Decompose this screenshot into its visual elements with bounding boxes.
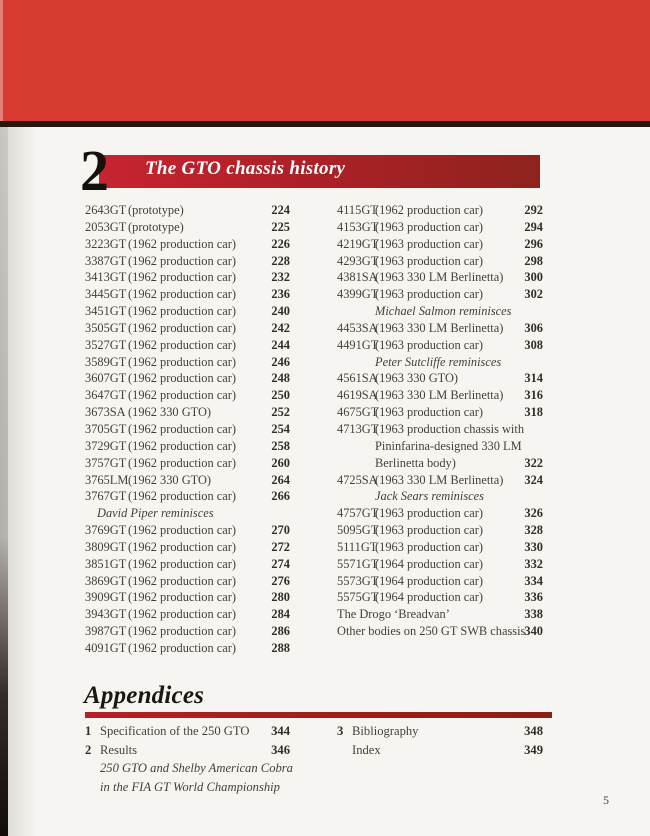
toc-entry bbox=[85, 387, 290, 404]
entry-page-number: 336 bbox=[524, 590, 543, 605]
entry-page-number: 250 bbox=[271, 388, 290, 403]
chassis-number: 3527GT bbox=[85, 337, 127, 352]
entry-description: (1962 production car) bbox=[128, 455, 237, 470]
entry-description: (prototype) bbox=[128, 203, 184, 217]
appendix-subnote: 250 GTO and Shelby American Cobra bbox=[100, 761, 293, 776]
toc-right-column bbox=[337, 202, 543, 640]
entry-page-number: 288 bbox=[271, 640, 290, 655]
appendices-heading: Appendices bbox=[84, 682, 205, 709]
chassis-number: 4675GT bbox=[337, 405, 379, 420]
entry-page-number: 228 bbox=[271, 253, 290, 268]
toc-entry bbox=[337, 286, 543, 303]
entry-page-number: 274 bbox=[271, 556, 290, 571]
entry-description: (1962 production car) bbox=[375, 203, 484, 217]
chassis-number: 4115GT bbox=[337, 203, 378, 217]
toc-entry bbox=[85, 606, 290, 623]
entry-page-number: 226 bbox=[271, 236, 290, 251]
entry-description: (1962 production car) bbox=[128, 573, 237, 588]
chassis-number: 4757GT bbox=[337, 506, 379, 521]
entry-page-number: 314 bbox=[524, 371, 543, 386]
chassis-number: 3909GT bbox=[85, 590, 127, 605]
toc-entry bbox=[85, 556, 290, 573]
entry-description: (1963 production car) bbox=[375, 539, 484, 554]
entry-description: Berlinetta body) bbox=[375, 455, 456, 470]
chassis-number: 3705GT bbox=[85, 421, 127, 436]
toc-entry bbox=[337, 387, 543, 404]
toc-entry-continuation bbox=[337, 455, 543, 472]
band-divider-rule bbox=[0, 121, 650, 127]
page-number: 5 bbox=[603, 793, 609, 807]
entry-description: (1962 330 GTO) bbox=[128, 405, 212, 420]
entry-description: (1962 production car) bbox=[128, 270, 237, 285]
entry-description: (1964 production car) bbox=[375, 556, 484, 571]
chassis-number: 3769GT bbox=[85, 523, 127, 538]
entry-page-number: 330 bbox=[524, 539, 543, 554]
entry-description: (1963 production car) bbox=[375, 405, 484, 420]
entry-title: The Drogo ‘Breadvan’ bbox=[337, 607, 450, 622]
entry-description: (1964 production car) bbox=[375, 573, 484, 588]
entry-page-number: 258 bbox=[271, 438, 290, 453]
entry-page-number: 224 bbox=[271, 203, 290, 217]
chassis-number: 3589GT bbox=[85, 354, 127, 369]
appendices-left-column bbox=[85, 722, 293, 796]
entry-page-number: 244 bbox=[271, 337, 290, 352]
chassis-number: 3413GT bbox=[85, 270, 127, 285]
chassis-number: 4725SA bbox=[337, 472, 378, 487]
toc-entry bbox=[85, 337, 290, 354]
entry-description: (1963 330 LM Berlinetta) bbox=[375, 388, 504, 403]
chassis-number: 4219GT bbox=[337, 236, 379, 251]
entry-page-number: 246 bbox=[271, 354, 290, 369]
appendix-number: 3 bbox=[337, 724, 344, 738]
entry-description: (1962 production car) bbox=[128, 354, 237, 369]
toc-entry bbox=[85, 438, 290, 455]
entry-page-number: 346 bbox=[271, 742, 290, 757]
entry-page-number: 326 bbox=[524, 506, 543, 521]
entry-description: (1962 production car) bbox=[128, 371, 237, 386]
entry-page-number: 254 bbox=[271, 421, 290, 436]
entry-title: Other bodies on 250 GT SWB chassis bbox=[337, 624, 526, 639]
entry-description: (1962 production car) bbox=[128, 523, 237, 538]
entry-page-number: 284 bbox=[271, 607, 290, 622]
entry-page-number: 308 bbox=[524, 337, 543, 352]
toc-entry bbox=[337, 253, 543, 270]
chassis-number: 5573GT bbox=[337, 573, 379, 588]
entry-page-number: 332 bbox=[524, 556, 543, 571]
toc-entry bbox=[85, 539, 290, 556]
entry-page-number: 232 bbox=[271, 270, 290, 285]
entry-page-number: 298 bbox=[524, 253, 543, 268]
cover-red-band bbox=[0, 0, 650, 121]
toc-entry bbox=[337, 219, 543, 236]
entry-description: (1963 production car) bbox=[375, 506, 484, 521]
entry-description: (1963 330 GTO) bbox=[375, 371, 459, 386]
entry-description: (1962 production car) bbox=[128, 489, 237, 504]
entry-description: (1962 production car) bbox=[128, 287, 237, 302]
toc-entry bbox=[85, 219, 290, 236]
toc-entry bbox=[337, 522, 543, 539]
entry-description: (1962 production car) bbox=[128, 337, 237, 352]
chassis-number: 3445GT bbox=[85, 287, 127, 302]
entry-page-number: 266 bbox=[271, 489, 290, 504]
chassis-number: 3765LM bbox=[85, 472, 129, 487]
chassis-number: 3869GT bbox=[85, 573, 127, 588]
entry-description: (1963 production car) bbox=[375, 219, 484, 234]
toc-entry bbox=[85, 286, 290, 303]
toc-entry bbox=[337, 269, 543, 286]
entry-description: (prototype) bbox=[128, 219, 184, 234]
entry-page-number: 328 bbox=[524, 523, 543, 538]
entry-description: (1963 production car) bbox=[375, 337, 484, 352]
toc-entry bbox=[85, 488, 290, 505]
chassis-number: 3673SA bbox=[85, 405, 126, 420]
entry-description: (1962 production car) bbox=[128, 539, 237, 554]
entry-description: Pininfarina-designed 330 LM bbox=[375, 438, 522, 453]
toc-entry bbox=[85, 455, 290, 472]
chapter-number: 2 bbox=[80, 138, 109, 203]
chassis-number: 4619SA bbox=[337, 388, 378, 403]
appendix-label: Index bbox=[352, 742, 381, 757]
chassis-number: 3851GT bbox=[85, 556, 127, 571]
toc-entry bbox=[337, 539, 543, 556]
toc-entry bbox=[337, 202, 543, 219]
toc-entry bbox=[337, 573, 543, 590]
entry-page-number: 225 bbox=[271, 219, 290, 234]
toc-entry bbox=[337, 505, 543, 522]
appendix-subnote: in the FIA GT World Championship bbox=[100, 779, 280, 794]
toc-entry bbox=[85, 253, 290, 270]
entry-description: (1963 production car) bbox=[375, 253, 484, 268]
chassis-number: 3387GT bbox=[85, 253, 127, 268]
entry-description: (1962 production car) bbox=[128, 556, 237, 571]
entry-page-number: 296 bbox=[524, 236, 543, 251]
appendices-right-column bbox=[337, 722, 543, 759]
chassis-number: 4153GT bbox=[337, 219, 379, 234]
toc-entry bbox=[85, 370, 290, 387]
appendix-entry bbox=[337, 741, 543, 760]
entry-description: (1962 production car) bbox=[128, 640, 237, 655]
entry-page-number: 242 bbox=[271, 320, 290, 335]
entry-description: (1963 production car) bbox=[375, 236, 484, 251]
toc-entry bbox=[85, 589, 290, 606]
entry-page-number: 344 bbox=[271, 724, 290, 738]
chassis-number: 3729GT bbox=[85, 438, 127, 453]
chassis-number: 5575GT bbox=[337, 590, 379, 605]
toc-entry bbox=[85, 573, 290, 590]
appendix-number: 2 bbox=[85, 742, 92, 757]
entry-page-number: 276 bbox=[271, 573, 290, 588]
entry-page-number: 248 bbox=[271, 371, 290, 386]
appendix-label: Results bbox=[100, 742, 138, 757]
toc-entry bbox=[337, 421, 543, 438]
entry-page-number: 240 bbox=[271, 304, 290, 319]
toc-entry-continuation bbox=[337, 438, 543, 455]
chassis-number: 3223GT bbox=[85, 236, 127, 251]
toc-entry bbox=[85, 623, 290, 640]
spine-shadow-dark bbox=[0, 127, 8, 836]
entry-description: (1962 production car) bbox=[128, 388, 237, 403]
toc-entry bbox=[85, 354, 290, 371]
chassis-number: 4561SA bbox=[337, 371, 378, 386]
toc-section-note: David Piper reminisces bbox=[97, 506, 214, 521]
appendix-label: Bibliography bbox=[352, 724, 419, 738]
toc-entry bbox=[337, 337, 543, 354]
chassis-number: 3451GT bbox=[85, 304, 127, 319]
chassis-number: 3943GT bbox=[85, 607, 127, 622]
chassis-number: 5095GT bbox=[337, 523, 379, 538]
toc-entry bbox=[85, 303, 290, 320]
entry-description: (1962 production car) bbox=[128, 236, 237, 251]
appendix-entry bbox=[85, 741, 290, 760]
chassis-number: 4293GT bbox=[337, 253, 379, 268]
toc-entry bbox=[337, 472, 543, 489]
entry-page-number: 236 bbox=[271, 287, 290, 302]
entry-description: (1963 production car) bbox=[375, 523, 484, 538]
entry-page-number: 334 bbox=[524, 573, 543, 588]
appendix-entry bbox=[85, 722, 290, 741]
toc-entry bbox=[85, 404, 290, 421]
toc-entry bbox=[337, 370, 543, 387]
entry-description: (1962 production car) bbox=[128, 624, 237, 639]
entry-description: (1962 production car) bbox=[128, 438, 237, 453]
chassis-number: 3809GT bbox=[85, 539, 127, 554]
page-edge-highlight bbox=[0, 0, 3, 121]
toc-entry bbox=[85, 269, 290, 286]
entry-description: (1962 production car) bbox=[128, 304, 237, 319]
entry-page-number: 302 bbox=[524, 287, 543, 302]
entry-page-number: 252 bbox=[271, 405, 290, 420]
chassis-number: 3607GT bbox=[85, 371, 127, 386]
entry-description: (1962 production car) bbox=[128, 421, 237, 436]
chassis-number: 3647GT bbox=[85, 388, 127, 403]
toc-entry bbox=[85, 320, 290, 337]
toc-section-note: Michael Salmon reminisces bbox=[375, 304, 512, 319]
chassis-number: 3505GT bbox=[85, 320, 127, 335]
toc-entry bbox=[337, 589, 543, 606]
chassis-number: 4399GT bbox=[337, 287, 379, 302]
entry-page-number: 294 bbox=[524, 219, 543, 234]
entry-page-number: 349 bbox=[524, 742, 543, 757]
chassis-number: 4713GT bbox=[337, 421, 379, 436]
entry-description: (1962 330 GTO) bbox=[128, 472, 212, 487]
entry-page-number: 316 bbox=[524, 388, 543, 403]
entry-description: (1962 production car) bbox=[128, 253, 237, 268]
toc-entry bbox=[337, 320, 543, 337]
entry-page-number: 306 bbox=[524, 320, 543, 335]
appendix-label: Specification of the 250 GTO bbox=[100, 724, 250, 738]
toc-entry bbox=[85, 522, 290, 539]
entry-description: (1962 production car) bbox=[128, 607, 237, 622]
entry-page-number: 348 bbox=[524, 724, 543, 738]
chassis-number: 4491GT bbox=[337, 337, 379, 352]
chassis-number: 4381SA bbox=[337, 270, 378, 285]
chassis-number: 2053GT bbox=[85, 219, 127, 234]
entry-page-number: 286 bbox=[271, 624, 290, 639]
chassis-number: 3757GT bbox=[85, 455, 127, 470]
entry-page-number: 324 bbox=[524, 472, 543, 487]
chassis-number: 2643GT bbox=[85, 203, 127, 217]
appendix-number: 1 bbox=[85, 724, 92, 738]
chassis-number: 3987GT bbox=[85, 624, 127, 639]
chassis-number: 5111GT bbox=[337, 539, 378, 554]
chassis-number: 4091GT bbox=[85, 640, 127, 655]
entry-description: (1963 330 LM Berlinetta) bbox=[375, 320, 504, 335]
toc-entry bbox=[85, 421, 290, 438]
entry-description: (1964 production car) bbox=[375, 590, 484, 605]
toc-entry bbox=[85, 236, 290, 253]
entry-page-number: 300 bbox=[524, 270, 543, 285]
chassis-number: 3767GT bbox=[85, 489, 127, 504]
entry-page-number: 318 bbox=[524, 405, 543, 420]
toc-section-note: Jack Sears reminisces bbox=[375, 489, 484, 504]
toc-entry bbox=[337, 404, 543, 421]
appendix-entry bbox=[337, 722, 543, 741]
entry-page-number: 292 bbox=[524, 203, 543, 217]
entry-page-number: 264 bbox=[271, 472, 290, 487]
chassis-number: 4453SA bbox=[337, 320, 378, 335]
entry-description: (1963 330 LM Berlinetta) bbox=[375, 270, 504, 285]
toc-entry bbox=[337, 236, 543, 253]
entry-page-number: 280 bbox=[271, 590, 290, 605]
chapter-title: The GTO chassis history bbox=[145, 158, 346, 179]
toc-entry bbox=[85, 202, 290, 219]
entry-description: (1963 production car) bbox=[375, 287, 484, 302]
entry-description: (1962 production car) bbox=[128, 320, 237, 335]
entry-page-number: 340 bbox=[524, 624, 543, 639]
appendices-rule-bar bbox=[85, 712, 552, 718]
toc-entry bbox=[337, 606, 543, 623]
entry-page-number: 338 bbox=[524, 607, 543, 622]
toc-entry bbox=[85, 472, 290, 489]
toc-entry bbox=[337, 556, 543, 573]
entry-page-number: 322 bbox=[524, 455, 543, 470]
entry-description: (1963 330 LM Berlinetta) bbox=[375, 472, 504, 487]
entry-description: (1963 production chassis with bbox=[375, 421, 525, 436]
toc-entry bbox=[85, 640, 290, 657]
entry-description: (1962 production car) bbox=[128, 590, 237, 605]
chassis-number: 5571GT bbox=[337, 556, 379, 571]
entry-page-number: 260 bbox=[271, 455, 290, 470]
toc-section-note: Peter Sutcliffe reminisces bbox=[375, 354, 502, 369]
entry-page-number: 272 bbox=[271, 539, 290, 554]
entry-page-number: 270 bbox=[271, 523, 290, 538]
toc-entry bbox=[337, 623, 543, 640]
toc-left-column bbox=[85, 202, 290, 657]
